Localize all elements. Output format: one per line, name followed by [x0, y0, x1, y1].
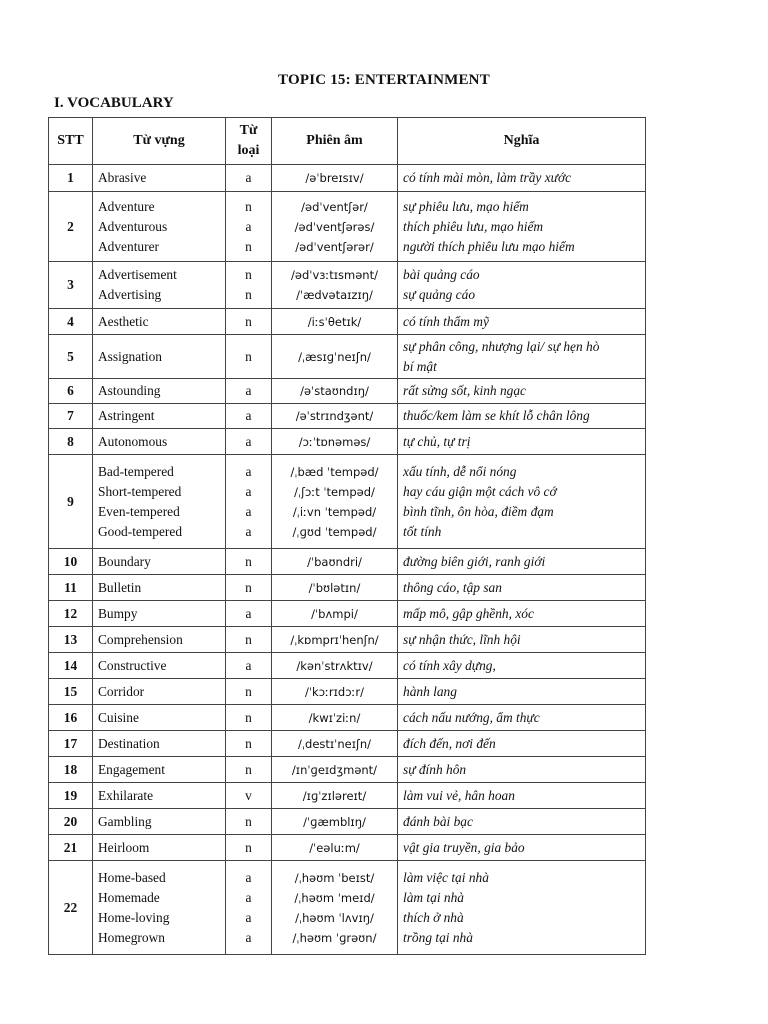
word: Bad-tempered — [98, 463, 174, 479]
meaning: hay cáu giận một cách vô cớ — [403, 483, 557, 499]
table-row — [49, 783, 646, 809]
phonetic: /ˌhəʊm ˈbeɪst/ — [294, 870, 375, 885]
phonetic-cell — [272, 429, 398, 455]
word-cell — [93, 165, 226, 192]
word-cell — [93, 192, 226, 262]
table-row — [49, 601, 646, 627]
phonetic-cell — [272, 705, 398, 731]
word-type: n — [245, 348, 252, 364]
word: Cuisine — [98, 709, 139, 725]
word-cell — [93, 627, 226, 653]
phonetic-cell — [272, 861, 398, 955]
meaning: sự đính hôn — [403, 761, 467, 777]
table-row — [49, 404, 646, 429]
phonetic: /ˈɡæmblɪŋ/ — [303, 814, 366, 829]
word: Adventurer — [98, 238, 159, 254]
word-type-cell — [226, 192, 272, 262]
phonetic-cell — [272, 165, 398, 192]
table-row — [49, 679, 646, 705]
meaning: rất sửng sốt, kinh ngạc — [403, 383, 526, 398]
word-cell — [93, 835, 226, 861]
word-type: n — [245, 267, 252, 282]
word: Short-tempered — [98, 483, 182, 499]
meaning: người thích phiêu lưu mạo hiểm — [403, 238, 575, 254]
meaning: đích đến, nơi đến — [403, 735, 496, 751]
word-type: a — [245, 408, 252, 423]
table-row — [49, 165, 646, 192]
meaning: hành lang — [403, 683, 457, 699]
phonetic-cell — [272, 731, 398, 757]
meaning-cell — [398, 575, 646, 601]
word: Autonomous — [98, 433, 168, 449]
phonetic: /ˌkɒmprɪˈhenʃn/ — [290, 632, 379, 647]
phonetic: /əˈstaʊndɪŋ/ — [300, 384, 369, 398]
phonetic: /ˈeəluːm/ — [309, 840, 360, 855]
meaning-cell — [398, 262, 646, 309]
word-type-cell — [226, 653, 272, 679]
meaning-cell — [398, 455, 646, 549]
table-row — [49, 309, 646, 335]
table-row — [49, 835, 646, 861]
word-cell — [93, 653, 226, 679]
meaning-cell — [398, 601, 646, 627]
word: Destination — [98, 735, 160, 751]
phonetic: /ˈbaʊndri/ — [307, 554, 362, 569]
meaning-cell — [398, 627, 646, 653]
row-number: 18 — [49, 757, 93, 783]
word-type-cell — [226, 731, 272, 757]
meaning: mấp mô, gập ghềnh, xóc — [403, 605, 534, 621]
word-type: n — [245, 631, 252, 647]
header-ipa: Phiên âm — [272, 118, 398, 165]
meaning: sự phân công, nhượng lại/ sự hẹn hò — [403, 338, 600, 354]
header-type-line1: Từ — [239, 123, 258, 138]
word-cell — [93, 601, 226, 627]
word-type-cell — [226, 835, 272, 861]
table-row — [49, 429, 646, 455]
table-row — [49, 192, 646, 262]
word: Astringent — [98, 408, 155, 423]
meaning: bí mật — [403, 358, 437, 374]
word: Comprehension — [98, 631, 183, 647]
row-number: 5 — [49, 335, 93, 379]
word-type-cell — [226, 429, 272, 455]
word-cell — [93, 309, 226, 335]
word: Home-loving — [98, 909, 170, 925]
word-type-cell — [226, 783, 272, 809]
vocabulary-table — [48, 117, 646, 955]
meaning-cell — [398, 165, 646, 192]
phonetic-cell — [272, 192, 398, 262]
meaning: bình tĩnh, ôn hòa, điềm đạm — [403, 503, 554, 519]
meaning: làm việc tại nhà — [403, 869, 489, 885]
phonetic-cell — [272, 835, 398, 861]
word-type-cell — [226, 549, 272, 575]
phonetic-cell — [272, 379, 398, 404]
meaning-cell — [398, 731, 646, 757]
meaning: sự quảng cáo — [403, 287, 476, 302]
phonetic: /ədˈventʃərər/ — [295, 239, 374, 254]
header-type — [226, 118, 272, 165]
word-type: a — [245, 483, 252, 499]
word-type: n — [245, 287, 252, 302]
word-type: n — [245, 579, 252, 595]
header-stt: STT — [49, 118, 93, 165]
meaning: bài quảng cáo — [403, 267, 480, 282]
row-number: 14 — [49, 653, 93, 679]
table-row — [49, 653, 646, 679]
phonetic: /ˈbʌmpi/ — [311, 606, 358, 621]
meaning-cell — [398, 335, 646, 379]
phonetic-cell — [272, 627, 398, 653]
word-type: a — [245, 218, 252, 234]
table-row — [49, 455, 646, 549]
word: Good-tempered — [98, 523, 183, 539]
word: Advertising — [98, 287, 162, 302]
phonetic: /ˌɡʊd ˈtempəd/ — [292, 524, 377, 539]
phonetic-cell — [272, 601, 398, 627]
word-type-cell — [226, 627, 272, 653]
table-body — [49, 165, 646, 955]
phonetic-cell — [272, 404, 398, 429]
word-cell — [93, 455, 226, 549]
meaning: có tính xây dựng, — [403, 657, 496, 673]
meaning-cell — [398, 835, 646, 861]
word: Even-tempered — [98, 503, 180, 519]
meaning: làm vui vẻ, hân hoan — [403, 787, 515, 803]
table-row — [49, 861, 646, 955]
meaning: làm tại nhà — [403, 889, 465, 905]
word-type: n — [245, 313, 252, 329]
meaning: có tính mài mòn, làm trầy xước — [403, 170, 572, 185]
meaning: tự chủ, tự trị — [403, 433, 471, 449]
meaning: sự nhận thức, lĩnh hội — [403, 631, 521, 647]
word: Adventure — [98, 198, 155, 214]
word-type: a — [245, 909, 252, 925]
word-type: a — [245, 657, 252, 673]
row-number: 2 — [49, 192, 93, 262]
row-number: 20 — [49, 809, 93, 835]
phonetic: /ˈkɔːrɪdɔːr/ — [305, 684, 364, 699]
phonetic: /ˌhəʊm ˈlʌvɪŋ/ — [295, 910, 374, 925]
phonetic: /ɔːˈtɒnəməs/ — [298, 434, 371, 449]
word-type-cell — [226, 861, 272, 955]
word-cell — [93, 429, 226, 455]
word: Heirloom — [98, 839, 150, 855]
word-type: a — [245, 503, 252, 519]
row-number: 1 — [49, 165, 93, 192]
phonetic: /ˌæsɪɡˈneɪʃn/ — [298, 349, 371, 364]
phonetic: /kwɪˈziːn/ — [308, 710, 361, 725]
phonetic: /əˈbreɪsɪv/ — [305, 171, 364, 185]
word-type-cell — [226, 262, 272, 309]
phonetic-cell — [272, 679, 398, 705]
phonetic: /əˈstrɪndʒənt/ — [295, 409, 374, 423]
word-type: a — [245, 433, 252, 449]
phonetic: /ədˈventʃərəs/ — [294, 219, 375, 234]
meaning: có tính thẩm mỹ — [403, 313, 489, 329]
phonetic: /ˌʃɔːt ˈtempəd/ — [294, 484, 375, 499]
header-word: Từ vựng — [93, 118, 226, 165]
document-title: TOPIC 15: ENTERTAINMENT — [278, 72, 490, 88]
table-row — [49, 549, 646, 575]
table-row — [49, 809, 646, 835]
word-cell — [93, 861, 226, 955]
word-type: n — [245, 238, 252, 254]
word-cell — [93, 404, 226, 429]
word: Bumpy — [98, 605, 138, 621]
phonetic: /ˌhəʊm ˈɡrəʊn/ — [292, 930, 377, 945]
word-type: n — [245, 709, 252, 725]
meaning: vật gia truyền, gia bảo — [403, 839, 525, 855]
meaning-cell — [398, 429, 646, 455]
word: Adventurous — [98, 218, 168, 234]
word-type: n — [245, 553, 252, 569]
word-type-cell — [226, 757, 272, 783]
table-row — [49, 757, 646, 783]
phonetic: /ˌdestɪˈneɪʃn/ — [297, 736, 371, 751]
meaning-cell — [398, 549, 646, 575]
word: Exhilarate — [98, 787, 154, 803]
row-number: 9 — [49, 455, 93, 549]
word-type: a — [245, 463, 252, 479]
phonetic: /kənˈstrʌktɪv/ — [296, 658, 373, 673]
phonetic: /iːsˈθetɪk/ — [307, 314, 362, 329]
row-number: 17 — [49, 731, 93, 757]
table-row — [49, 575, 646, 601]
phonetic: /ədˈventʃər/ — [301, 199, 368, 214]
word-cell — [93, 679, 226, 705]
word-type: a — [245, 929, 252, 945]
row-number: 7 — [49, 404, 93, 429]
word-cell — [93, 705, 226, 731]
table-row — [49, 705, 646, 731]
row-number: 8 — [49, 429, 93, 455]
word-type: n — [245, 761, 252, 777]
meaning: tốt tính — [403, 523, 442, 539]
phonetic: /ɪɡˈzɪləreɪt/ — [302, 788, 367, 803]
word-type: n — [245, 813, 252, 829]
phonetic: /ˈædvətaɪzɪŋ/ — [296, 288, 373, 302]
word-type-cell — [226, 335, 272, 379]
meaning-cell — [398, 861, 646, 955]
word: Home-based — [98, 869, 166, 885]
table-row — [49, 379, 646, 404]
meaning: xấu tính, dễ nổi nóng — [403, 463, 517, 479]
meaning-cell — [398, 404, 646, 429]
word-type-cell — [226, 809, 272, 835]
word-type-cell — [226, 455, 272, 549]
row-number: 15 — [49, 679, 93, 705]
word-cell — [93, 549, 226, 575]
row-number: 16 — [49, 705, 93, 731]
header-meaning: Nghĩa — [398, 118, 646, 165]
word: Boundary — [98, 553, 151, 569]
phonetic: /ˌiːvn ˈtempəd/ — [292, 504, 377, 519]
meaning: trồng tại nhà — [403, 929, 473, 945]
phonetic-cell — [272, 309, 398, 335]
row-number: 21 — [49, 835, 93, 861]
phonetic-cell — [272, 653, 398, 679]
word-type: a — [245, 869, 252, 885]
phonetic-cell — [272, 757, 398, 783]
meaning: thích phiêu lưu, mạo hiểm — [403, 218, 544, 234]
phonetic-cell — [272, 262, 398, 309]
word: Advertisement — [98, 267, 177, 282]
word-cell — [93, 783, 226, 809]
meaning-cell — [398, 192, 646, 262]
meaning-cell — [398, 809, 646, 835]
meaning: thích ở nhà — [403, 909, 464, 925]
row-number: 3 — [49, 262, 93, 309]
word-cell — [93, 809, 226, 835]
row-number: 11 — [49, 575, 93, 601]
meaning: thông cáo, tập san — [403, 579, 502, 595]
word: Constructive — [98, 657, 167, 673]
meaning: thuốc/kem làm se khít lỗ chân lông — [403, 408, 590, 423]
row-number: 10 — [49, 549, 93, 575]
meaning-cell — [398, 705, 646, 731]
word-type-cell — [226, 601, 272, 627]
phonetic: /ɪnˈɡeɪdʒmənt/ — [291, 762, 378, 777]
word: Assignation — [98, 348, 162, 364]
word: Bulletin — [98, 579, 142, 595]
row-number: 4 — [49, 309, 93, 335]
meaning: đường biên giới, ranh giới — [403, 553, 546, 569]
word-type-cell — [226, 309, 272, 335]
word: Abrasive — [98, 170, 147, 185]
word-type: n — [245, 683, 252, 699]
phonetic: /ədˈvɜːtɪsmənt/ — [291, 268, 378, 282]
table-row — [49, 627, 646, 653]
word: Engagement — [98, 761, 165, 777]
meaning-cell — [398, 757, 646, 783]
word-type: a — [245, 383, 252, 398]
phonetic-cell — [272, 549, 398, 575]
phonetic: /ˌhəʊm ˈmeɪd/ — [294, 890, 375, 905]
phonetic: /ˌbæd ˈtempəd/ — [290, 464, 379, 479]
table-row — [49, 262, 646, 309]
word-type-cell — [226, 679, 272, 705]
word-type-cell — [226, 404, 272, 429]
word: Aesthetic — [98, 313, 149, 329]
row-number: 19 — [49, 783, 93, 809]
meaning-cell — [398, 653, 646, 679]
phonetic: /ˈbʊlətɪn/ — [308, 580, 361, 595]
meaning: cách nấu nướng, ẩm thực — [403, 709, 540, 725]
word-type: a — [245, 523, 252, 539]
phonetic-cell — [272, 575, 398, 601]
word-type: v — [245, 787, 252, 803]
table-row — [49, 335, 646, 379]
word-cell — [93, 335, 226, 379]
header-type-line2: loại — [237, 143, 260, 158]
word: Corridor — [98, 683, 145, 699]
meaning-cell — [398, 679, 646, 705]
meaning-cell — [398, 783, 646, 809]
section-heading: I. VOCABULARY — [54, 95, 174, 111]
word: Astounding — [98, 383, 161, 398]
phonetic-cell — [272, 809, 398, 835]
word: Homemade — [98, 889, 160, 905]
word-type-cell — [226, 379, 272, 404]
row-number: 22 — [49, 861, 93, 955]
word: Gambling — [98, 813, 152, 829]
word-type: a — [245, 605, 252, 621]
word-type: n — [245, 735, 252, 751]
word-type-cell — [226, 575, 272, 601]
word-cell — [93, 379, 226, 404]
table-row — [49, 731, 646, 757]
phonetic-cell — [272, 783, 398, 809]
meaning: sự phiêu lưu, mạo hiểm — [403, 198, 529, 214]
word-cell — [93, 731, 226, 757]
row-number: 12 — [49, 601, 93, 627]
word-type-cell — [226, 165, 272, 192]
phonetic-cell — [272, 455, 398, 549]
word-type: n — [245, 839, 252, 855]
word-type-cell — [226, 705, 272, 731]
table-header-row — [49, 118, 646, 165]
word-type: n — [245, 198, 252, 214]
meaning-cell — [398, 309, 646, 335]
word: Homegrown — [98, 929, 165, 945]
meaning: đánh bài bạc — [403, 813, 473, 829]
phonetic-cell — [272, 335, 398, 379]
word-cell — [93, 262, 226, 309]
row-number: 13 — [49, 627, 93, 653]
word-cell — [93, 757, 226, 783]
meaning-cell — [398, 379, 646, 404]
word-type: a — [245, 170, 252, 185]
word-cell — [93, 575, 226, 601]
row-number: 6 — [49, 379, 93, 404]
word-type: a — [245, 889, 252, 905]
